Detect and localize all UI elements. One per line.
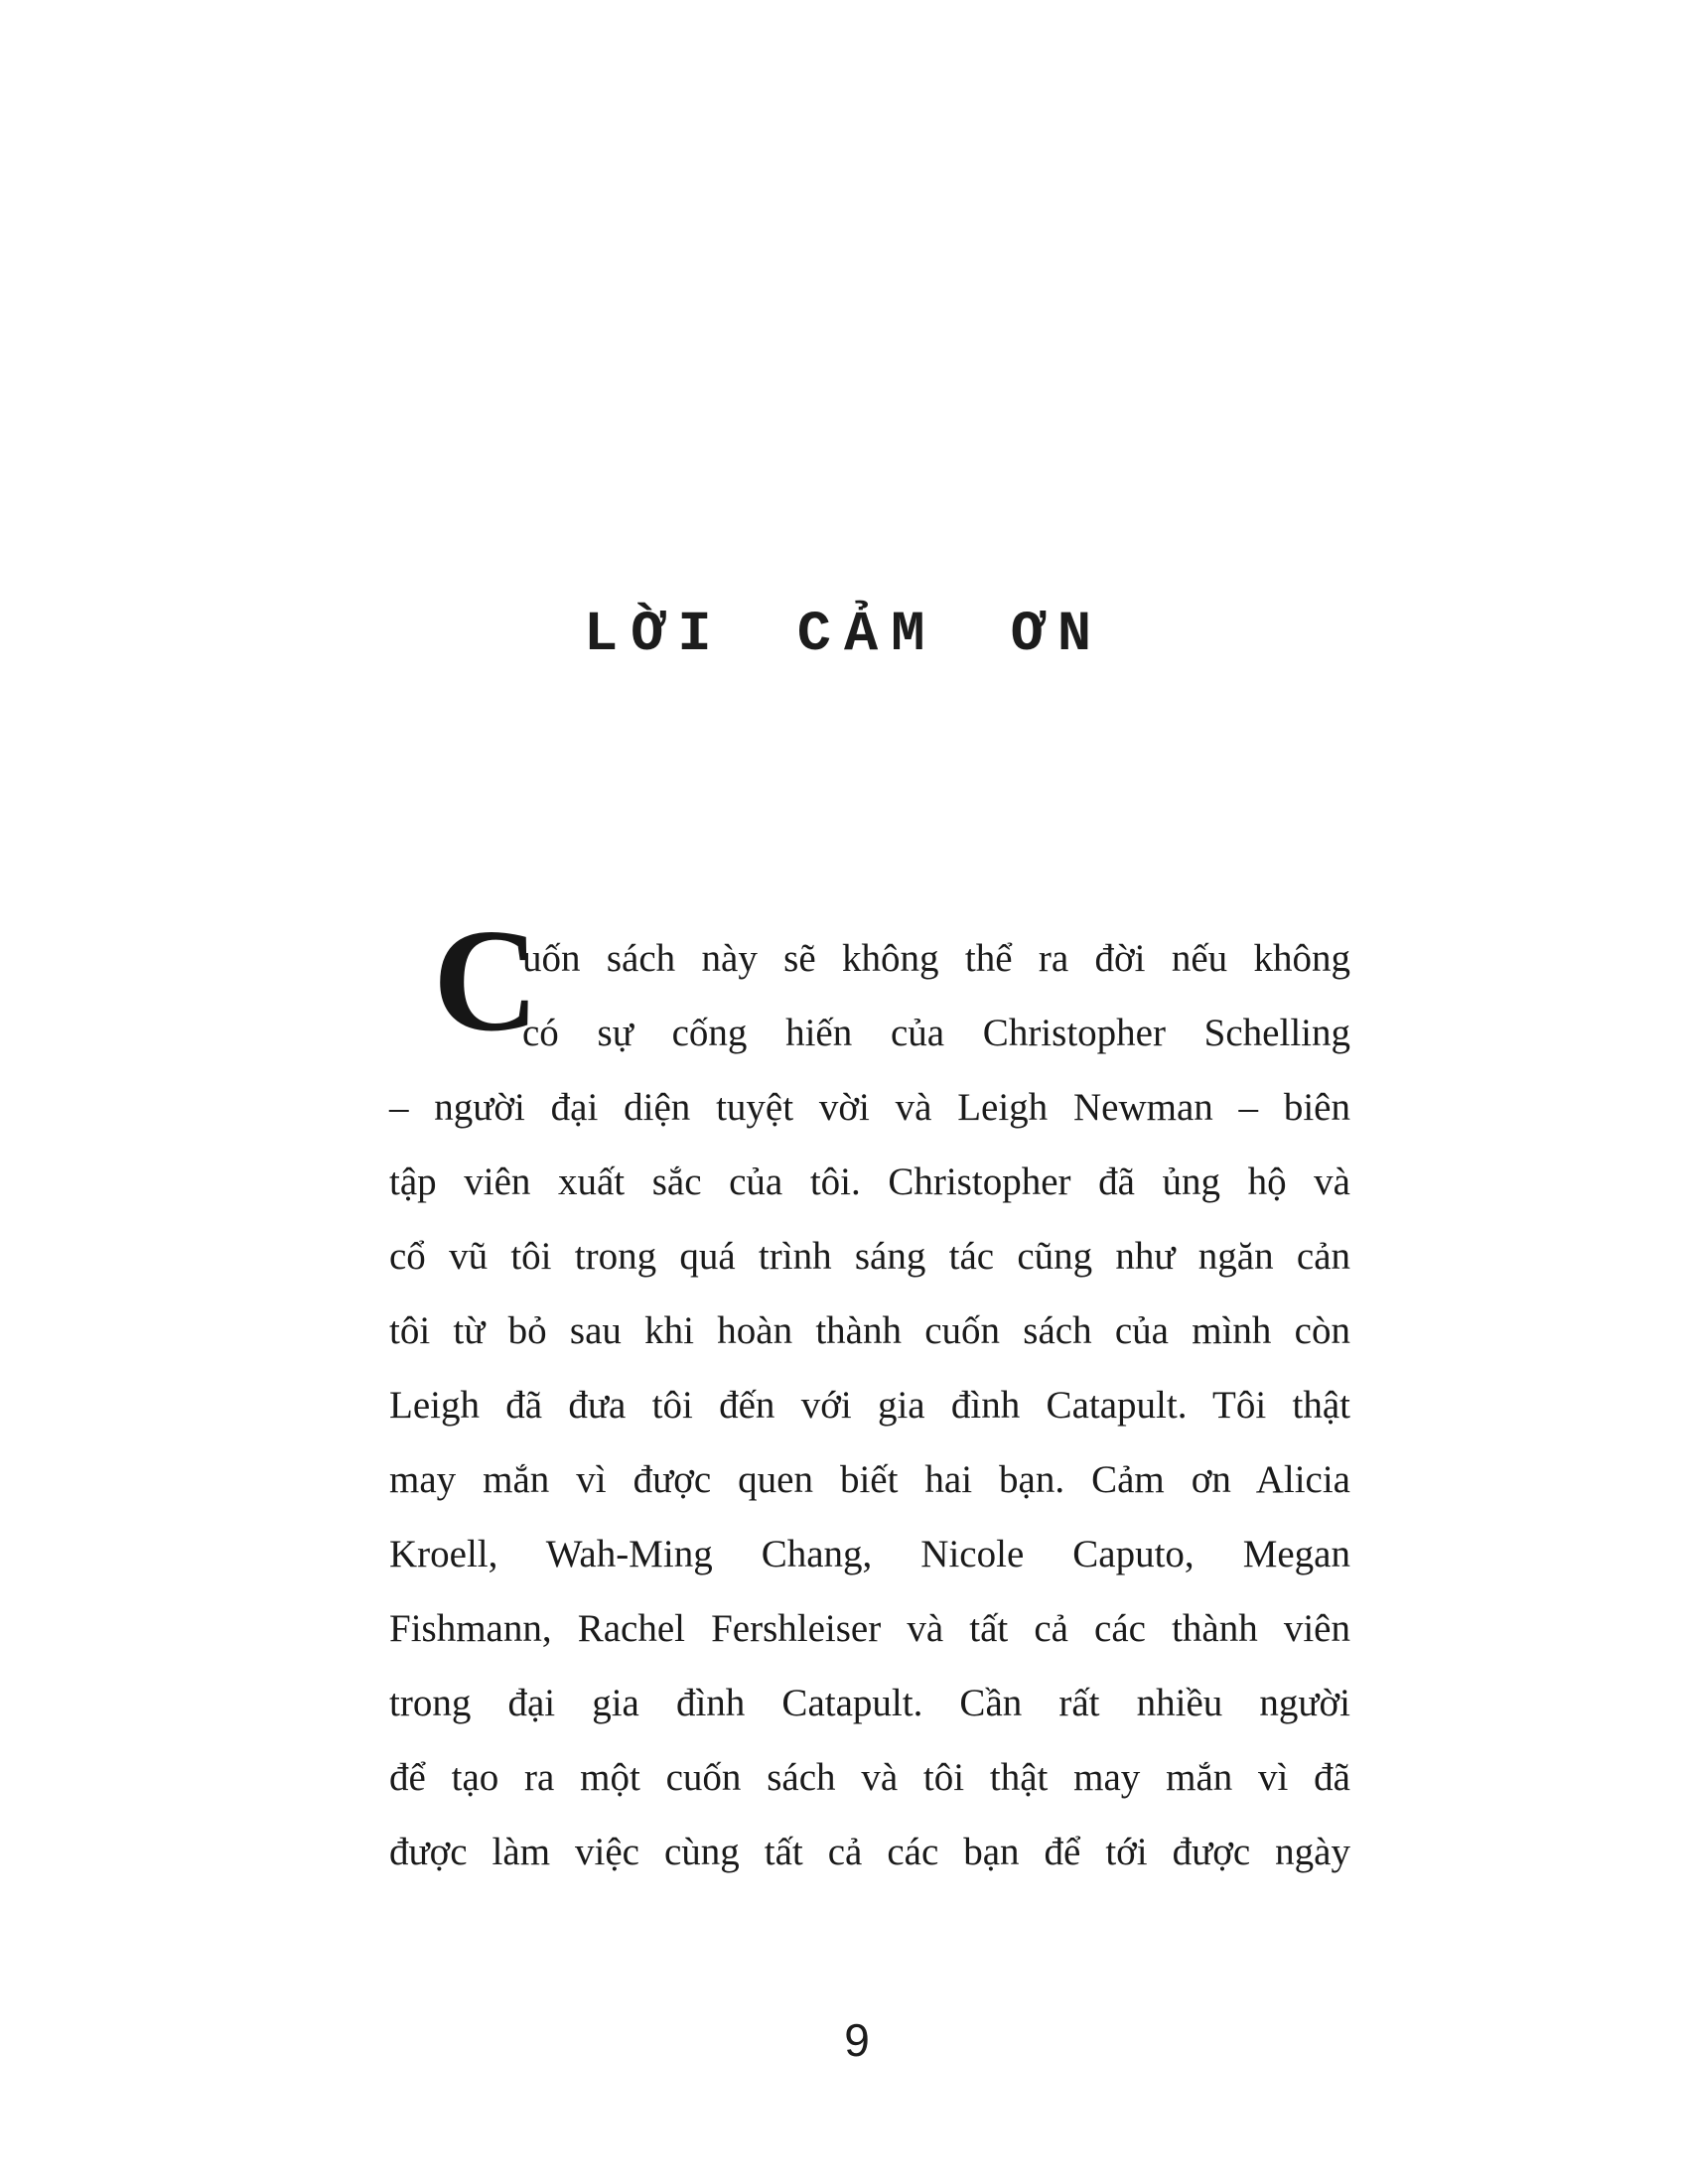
body-line: Fishmann, Rachel Fershleiser và tất cả các thành viên (389, 1607, 1350, 1650)
body-line: trong đại gia đình Catapult. Cần rất nhiều người (389, 1682, 1350, 1724)
body-line: Kroell, Wah-Ming Chang, Nicole Caputo, Megan (389, 1533, 1350, 1575)
chapter-title: LỜI CẢM ƠN (583, 604, 1105, 667)
body-line: có sự cống hiến của Christopher Schelling (522, 1012, 1350, 1054)
drop-cap: C (433, 899, 539, 1062)
body-line: – người đại diện tuyệt vời và Leigh Newman – biên (389, 1086, 1350, 1129)
body-line: tôi từ bỏ sau khi hoàn thành cuốn sách của mình còn (389, 1309, 1350, 1352)
body-line: may mắn vì được quen biết hai bạn. Cảm ơn Alicia (389, 1458, 1350, 1501)
body-line: uốn sách này sẽ không thể ra đời nếu không (522, 937, 1350, 980)
body-line: cổ vũ tôi trong quá trình sáng tác cũng như ngăn cản (389, 1235, 1350, 1278)
body-line: Leigh đã đưa tôi đến với gia đình Catapult. Tôi thật (389, 1384, 1350, 1427)
body-paragraph (389, 899, 1350, 1889)
body-line: được làm việc cùng tất cả các bạn để tới được ngày (389, 1831, 1350, 1873)
body-line: tập viên xuất sắc của tôi. Christopher đã ủng hộ và (389, 1160, 1350, 1203)
body-line: để tạo ra một cuốn sách và tôi thật may mắn vì đã (389, 1756, 1350, 1799)
page-number: 9 (844, 2014, 870, 2066)
